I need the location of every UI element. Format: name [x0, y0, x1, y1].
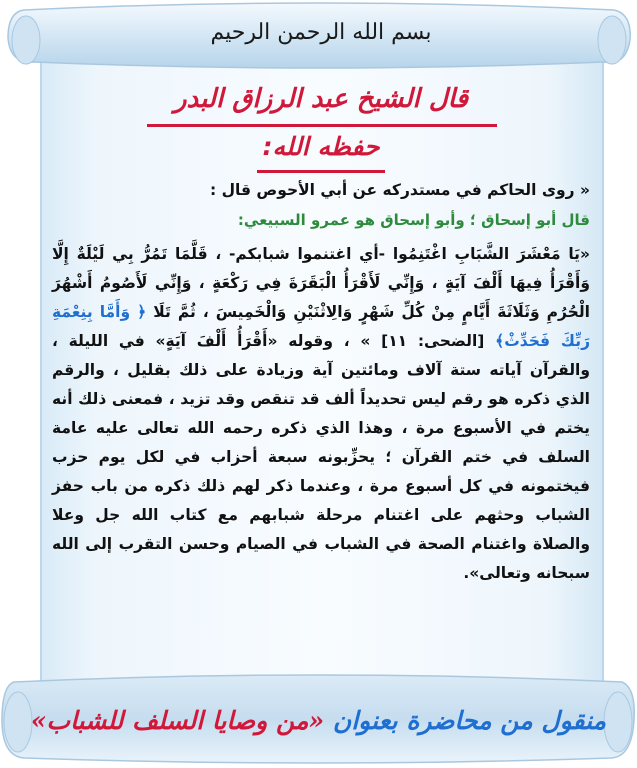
basmala-calligraphy: بسم الله الرحمن الرحيم [210, 20, 432, 45]
intro-paragraph: « روى الحاكم في مستدركه عن أبي الأحوص قال : [209, 181, 590, 199]
document-content [52, 0, 590, 768]
footer-lecture-title: «من وصايا السلف للشباب» [30, 706, 325, 735]
footer-prefix: منقول من محاضرة بعنوان [332, 706, 607, 735]
title-underline [147, 124, 497, 127]
footer-source [0, 706, 637, 735]
page-subtitle: حفظه الله: [262, 132, 380, 161]
narrator-note: قال أبو إسحاق ؛ وأبو إسحاق هو عمرو السبيعي: [237, 211, 590, 229]
quran-verse: ﴿ وَأَمَّا بِنِعْمَةِ رَبِّكَ فَحَدِّثْ﴾ [52, 303, 590, 350]
commentary-text: وقوله «أَقْرَأُ أَلْفَ آيَةٍ» في الليلة ، والقرآن آياته ستة آلاف ومائتين آية وزيادة على ذلك بقليل ، والرقم الذي ذكره هو رقم ليس تحديداً ألف قد تنقص وقد تزيد ، فمعنى ذلك أنه يختم في الأسبوع مرة ، وهذا الذي ذكره رحمه الله تعالى عليه عامة السلف في ختم القرآن ؛ يحزِّبونه سبعة أحزاب في لكل يوم حزب فيختمونه في كل أسبوع مرة ، وعندما ذكر لهم ذلك ذكره من باب حفز الشباب وحثهم على اغتنام مرحلة شبابهم مع كتاب الله جل وعلا والصلاة واغتنام الصحة في الشباب في الصيام وحسن التقرب إلى الله سبحانه وتعالى». [52, 332, 590, 582]
page-title: قال الشيخ عبد الرزاق البدر [173, 84, 469, 114]
verse-reference: [الضحى: ١١] » ، [343, 332, 496, 350]
body-paragraph [52, 240, 590, 588]
subtitle-underline [257, 170, 385, 173]
hadith-text: «يَا مَعْشَرَ الشَّبَابِ اغْتَنِمُوا -أي اغتنموا شبابكم- ، قَلَّمَا تَمُرُّ بِي لَيْلَةٌ إِلَّا وَأَقْرَأُ فِيهَا أَلْفَ آيَةٍ ، وَإِنِّي لَأَقْرَأُ الْبَقَرَةَ فِي رَكْعَةٍ ، وَإِنِّي لَأَصُومُ أَشْهُرَ الْحُرُمِ وَثَلَاثَةَ أَيَّامٍ مِنْ كُلِّ شَهْرٍ وَالِاثْنَيْنِ وَالْخَمِيسَ ، ثُمَّ تَلَا [52, 245, 590, 321]
